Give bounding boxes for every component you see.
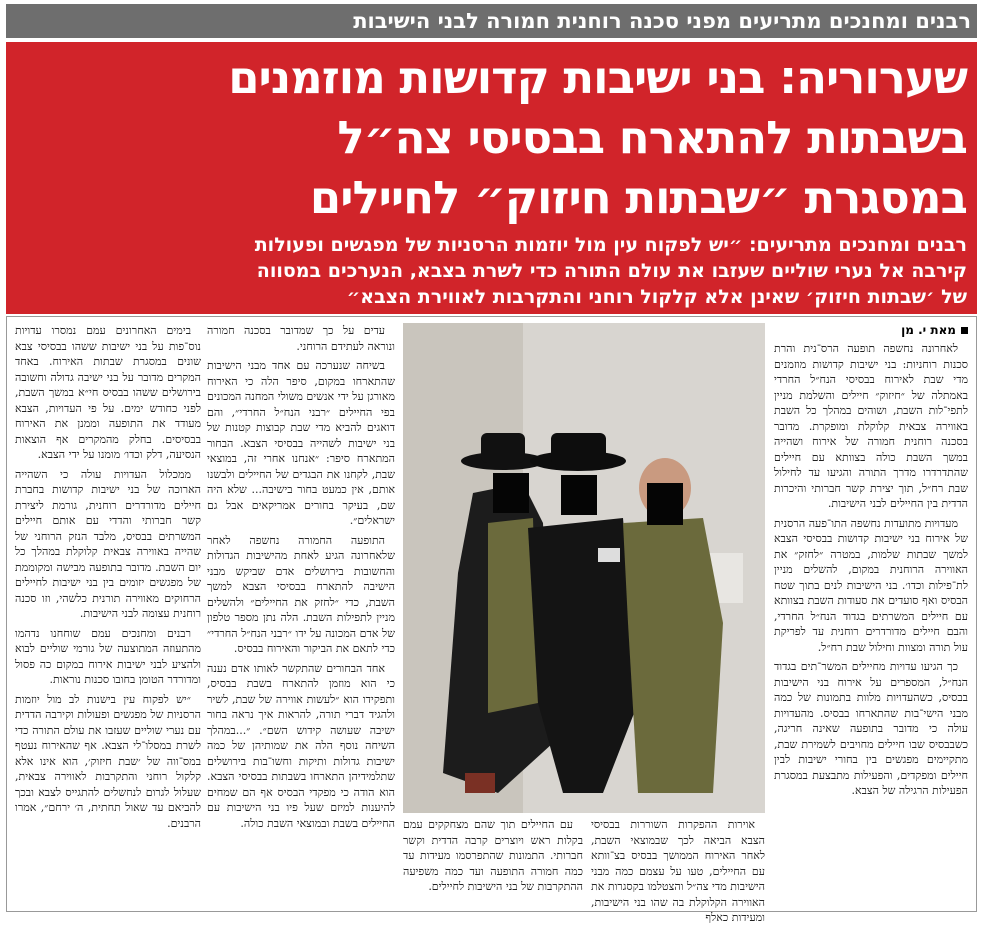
soldiers-photo-illustration bbox=[403, 323, 765, 813]
headline-line-1: שערוריה: בני ישיבות קדושות מוזמנים bbox=[228, 51, 967, 104]
article-body bbox=[6, 316, 977, 924]
byline-square-icon bbox=[961, 327, 968, 334]
photo-figure-left-hat bbox=[481, 433, 525, 463]
photo-figure-left-boots bbox=[465, 773, 495, 793]
article-column-1 bbox=[774, 323, 968, 907]
kicker-strip bbox=[6, 4, 977, 38]
kicker-text: רבנים ומחנכים מתריעים מפני סכנה רוחנית חמורה לבני הישיבות bbox=[353, 9, 971, 33]
paragraph: כך הגיעו עדויות מחיילים המשר־תים בגדוד הנח״ל, המספרים על אירוח בני הישיבות בבסיס, כשהעדויות מלוות בתמונות של כמה מבני הישי־בות שהתארחו בבסיס. מהעדויות עולה כי מדובר בתופעה שאינה חריגה, כשבבסיס שבו חיילים מחויבים לשמירת שבת, מתקיימים מפגשים בין בחורי ישיבות לבין חיילים ומפקדים, והפעילות מתבצעת במסגרת הפעילות הרגילה של הצבא. bbox=[774, 660, 968, 797]
paragraph: ״יש לפקוח עין בישנות לב מול יוזמות הרסניות של מפגשים ופעולות וקירבה הדדית עם נערי שוליים שעזבו את עולם התורה כדי לשרת במסלו־לי הצבא. אף שהאירוח נעטף במס־ווה של ׳שבת חיזוק׳, הוא אינו אלא קלקול רוחני והתקרבות לאווירה צבאית, שעלול לגרום לנחשלים להתגייס לצבא ובכך להביאם עד שאול תחתית, ה׳ ירחם״, אמרו הרבנים. bbox=[15, 692, 201, 830]
photo-shirt-logo bbox=[598, 548, 620, 562]
paragraph: בשיחה שנערכה עם אחד מבני הישיבות שהתארחו במקום, סיפר הלה כי האירוח מאורגן על ידי אנשים משולי המחנה המכונים בפי החיילים ״רבני הנח״ל החרדי״, והם דואגים להביא מדי שבת קבוצות קטנות של בני ישיבות לשהייה בבסיסי הצבא. הבחור המתארח סיפר: ״אנחנו אחרי זה, במוצאי שבת, לקחנו את הבגדים של החיילים ולבשנו אותם, אין כמעט בחור בישיבה... שלא היה שם, בעיקר בחורים אמריקאים אבל גם ישראלים״. bbox=[207, 359, 395, 527]
paragraph: בימים האחרונים עמם נמסרו עדויות נוס־פות על בני ישיבות ששהו בבסיסי צבא שונים במסגרת שבתות האירוח. באחד המקרים מדובר על בני ישיבה גדולה וחשובה בירושלים ששהו בבסיס חי״א במשך השבת, לפני כחודש ימים. על פי העדויות, הצבא מעודד את התופעה וממנן את האירוח בבסיסים. בחלק מהמקרים אף הוצאות הנסיעה, דלק וכדו׳ מומנו על ידי הצבא. bbox=[15, 324, 201, 461]
paragraph: התופעה החמורה נחשפה לאחר שלאחרונה הגיע לאחת מהישיבות הגדולות והחשובות בירושלים אדם שביקש מבני הישיבה להתארח בבסיסי הצבא למשך השבת, כדי ״לחזק את החיילים״ ולהשלים מניין לתפילות השבת. הלה נתן מספר טלפון של אדם המכונה על ידו ״רבני הנח״ל החרדי״ כדי לתאם את הביקור והאירוח בבסיס. bbox=[207, 533, 395, 655]
paragraph: רבנים ומחנכים עמם שוחחנו נדהמו מהתעוזה המתוצעה של גורמי שוליים לבוא ולהציע לבני ישיבות אירוח במקום כה פסול ומדורדר הטומן בחובו סכנות נוראות. bbox=[15, 626, 201, 686]
article-column-3 bbox=[403, 817, 583, 907]
photo-censor-box-3 bbox=[647, 483, 683, 525]
photo-censor-box-2 bbox=[561, 475, 597, 515]
subhead-line-1: רבנים ומחנכים מתריעים: ״יש לפקוח עין מול יוזמות הרסניות של מפגשים ופעולות bbox=[254, 234, 967, 256]
paragraph: אחד הבחורים שהתקשר לאותו אדם נענה כי הוא מוזמן להתארח בשבת בבסיס, ותפקידו הוא ״לעשות אווירה של שבת, לשיר ולהגיד דברי תורה, להראות איך נראה בחור ישיבה שעושה קידוש השם״. ״...במהלך השיחה נוסף הלה את שמותיהן של כמה ישיבות גדולות ותיקות וחשו־בות בירושלים שתלמידיהן התארחו בשבתות בבסיסי הצבא. הוא הודה כי מפקדי הבסיס אף הם שמחים להיענות למיזם שעל פיו בני הישיבות עם החיילים בשבת ובמוצאי השבת כולה. bbox=[207, 661, 395, 830]
photo-figure-middle-hat bbox=[551, 433, 606, 465]
headline-banner bbox=[6, 42, 977, 314]
article-column-5 bbox=[15, 323, 201, 907]
byline: מאת י. מן bbox=[774, 323, 968, 337]
paragraph: לאחרונה נחשפה תופעה הרס־נית והרת סכנות רוחניות: בני ישיבות קדושות מוזמנים מדי שבת לאירוח בבסיסי הנח״ל החרדי באמתלה של ״חיזוק״ חיילים והשלמת מניין לתפי־לות השבת, ושוהים במהלך כל השבת באווירה צבאית קלוקלת ומופקרת. מדובר בסכנה רוחנית חמורה של אירוח ושהייה במשך השבת כולה בצוותא עם חיילים שהתדרדרו מדרך התורה והגיעו עד לחילול שבת רח״ל, תוך יצירת קשר חברותי והיכרות הדדית בין החיילים לבני הישיבות. bbox=[774, 342, 968, 510]
paragraph: מעדויות מתועדות נחשפה התו־פעה הרסנית של אירוח בני ישיבות קדושות בבסיסי הצבא למשך שבתות שלמות, במטרה ״לחזק״ את האווירה הרוחנית במקום, להשלים מניין לת־פילות וכדו׳. בני הישיבות לנים בתוך שטח הבסיס ואף סועדים את סעודות השבת בצוותא עם חיילים המשרתים בגדוד הנח״ל החרדי, והבם חיילים מדורדרים רוחנית עד לפריקת עול תורה ומצוות וחילול שבת רח״ל. bbox=[774, 516, 968, 654]
headline-line-3: במסגרת ״שבתות חיזוק״ לחיילים bbox=[309, 171, 967, 224]
photo-figure-right-uniform bbox=[623, 518, 723, 793]
paragraph: ממכלול העדויות עולה כי השהייה הארוכה של בני ישיבות קדושות בחברת חיילים מדורדרים רוחנית, גורמת ליצירת קשר חברותי והדדי עם אותם חיילים המשרתים בבסיס, מלבד הנזק הרוחני של שהייה באווירה צבאית קלוקלת במהלך כל יום השבת. מדובר בתופעה מבישה ומקוממת של מפגשים יזומים בין בני ישיבות לחיילים הרחוקים מאווירה תורנית כלשהי, וזו סכנה רוחנית עצומה לבני הישיבות. bbox=[15, 467, 201, 620]
article-photo bbox=[403, 323, 765, 813]
paragraph: עם החיילים תוך שהם מצחקקים עמם בקלות ראש ויוצרים קרבה הדדית וקשר חברותי. התמונות שהתפרסמו מעידות עד כמה חמורה התופעה ועד כמה משפיעה ההתקרבות של בני הישיבות לחיילים. bbox=[403, 818, 583, 893]
article-column-2 bbox=[591, 817, 765, 924]
headline-line-2: בשבתות להתארח בבסיסי צה״ל bbox=[337, 111, 967, 164]
subhead-line-2: קירבה אל נערי שוליים שעזבו את עולם התורה כדי לשרת בצבא, הנערכים במסווה bbox=[256, 260, 967, 282]
article-column-4 bbox=[207, 323, 395, 907]
paragraph: אוירות ההפקרות השוררות בבסיסי הצבא הביאה לכך שבמוצאי השבת, לאחר האירוח הממושך בבסיס בצ־וותא עם החיילים, טעו על עצמם כמה מבני הישיבות מדי צה״ל והצטלמו בקסגרות את האווירה הקלוקלת בה שהו בני הישיבות, ומעידות כאלף bbox=[591, 818, 765, 924]
photo-censor-box-1 bbox=[493, 473, 529, 513]
paragraph: עדים על כך שמדובר בסכנה חמורה ונוראה לעתידם הרוחני. bbox=[207, 324, 395, 353]
subhead bbox=[16, 232, 967, 310]
subhead-line-3: של ׳שבתות חיזוק׳ שאינן אלא קלקול רוחני והתקרבות לאווירת הצבא״ bbox=[346, 286, 967, 308]
